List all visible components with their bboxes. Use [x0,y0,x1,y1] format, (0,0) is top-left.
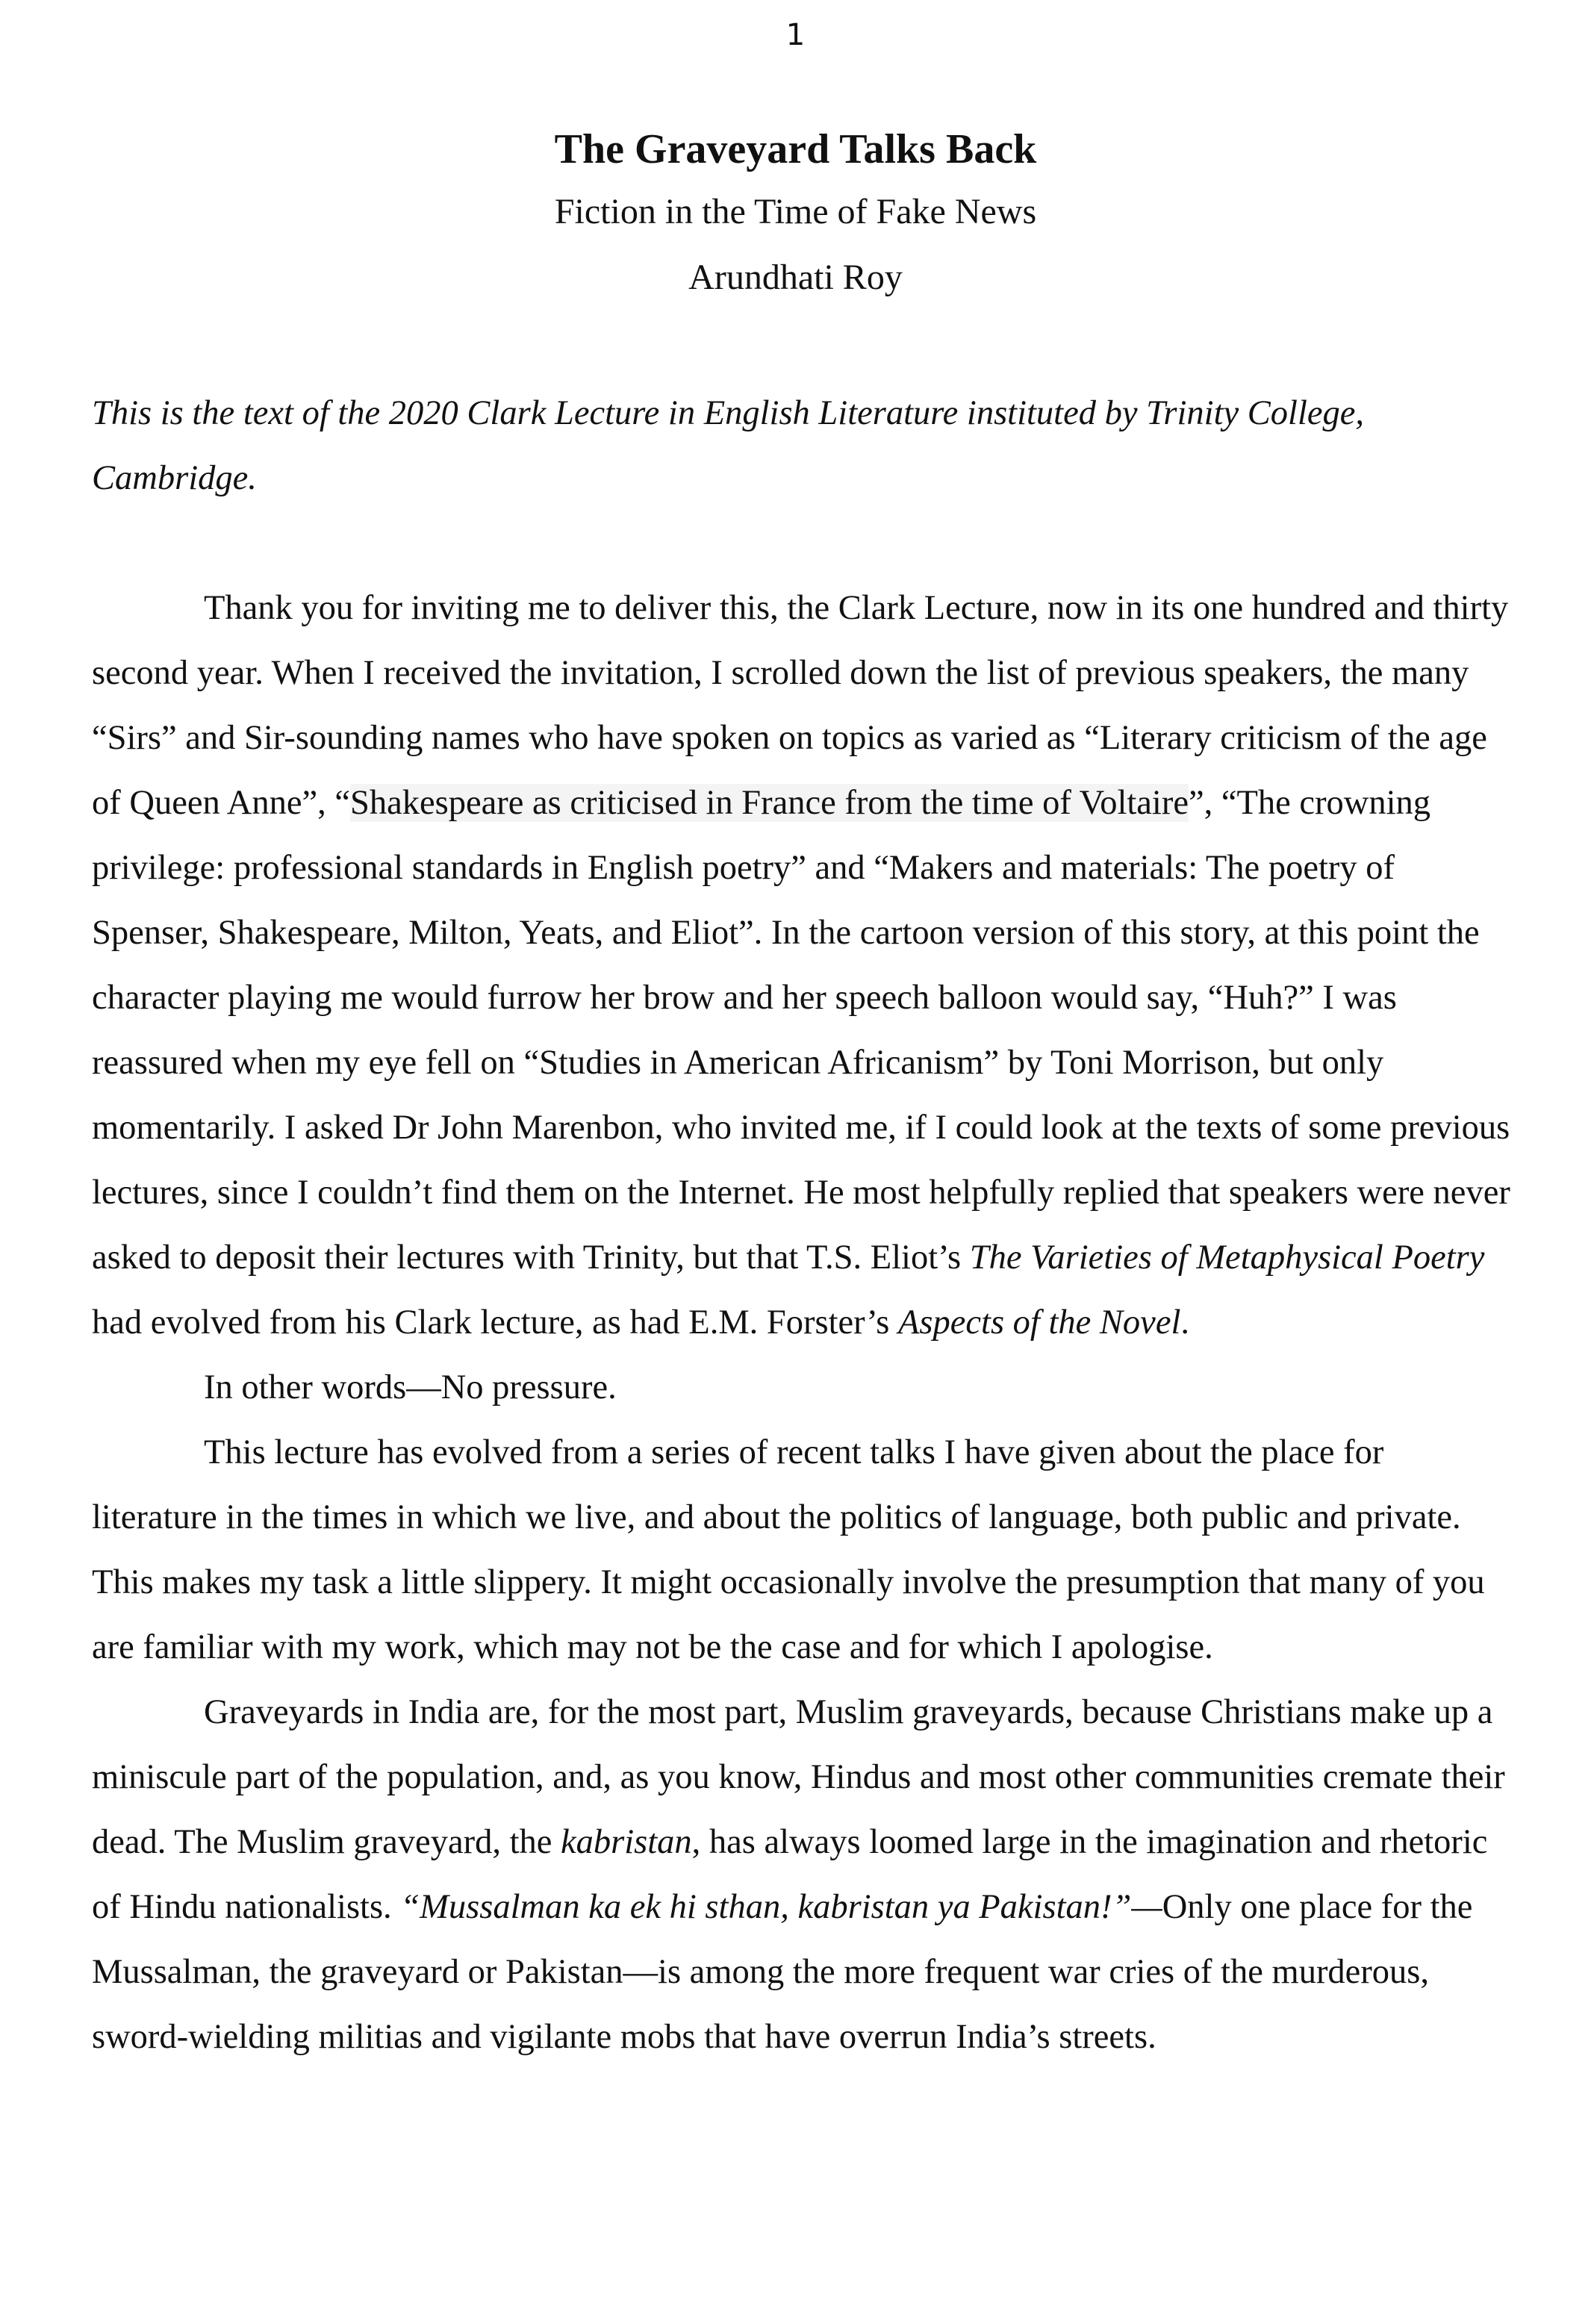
paragraph-1-text-c: had evolved from his Clark lecture, as had E.M. Forster’s [92,1303,899,1342]
paragraph-2: In other words—No pressure. [204,1368,617,1406]
paragraph-1 [92,576,1510,1355]
quoted-war-cry: “Mussalman ka ek hi sthan, kabristan ya Pakistan!”— [400,1888,1162,1926]
paragraph-1-text-a: Thank you for inviting me to deliver this, the Clark Lecture, now in its one hundred and thirty second year. When I received the invitation, I scrolled down the list of previous speakers, the many “Sirs” and Sir-sounding names who have spoken on topics as varied as “Literary criticism of the age of Queen Anne”, “ [92,589,1509,822]
document-body [92,381,1510,2069]
page-number: 1 [785,18,806,52]
document-subtitle: Fiction in the Time of Fake News [554,192,1037,231]
paragraph-4-text-c: Only one place for the Mussalman, the graveyard or Pakistan—is among the more frequent war cries of the murderous, sword-wielding militias and vigilante mobs that have overrun India’s streets. [92,1888,1473,2056]
document-title: The Graveyard Talks Back [554,126,1037,172]
paragraph-1-text-b: ”, “The crowning privilege: professional standards in English poetry” and “Makers and materials: The poetry of Spenser, Shakespeare, Milton, Yeats, and Eliot”. In the cartoon version of this story, at this point the character playing me would furrow her brow and her speech balloon would say, “Huh?” I was reassured when my eye fell on “Studies in American Africanism” by Toni Morrison, but only momentarily. I asked Dr John Marenbon, who invited me, if I could look at the texts of some previous lectures, since I couldn’t find them on the Internet. He most helpfully replied that speakers were never asked to deposit their lectures with Trinity, but that T.S. Eliot’s [92,784,1510,1277]
book-title-aspects: Aspects of the Novel [898,1303,1181,1342]
intro-note: This is the text of the 2020 Clark Lecture in English Literature instituted by Trinity College, Cambridge. [92,394,1365,497]
paragraph-1-text-d: . [1180,1303,1189,1342]
book-title-varieties: The Varieties of Metaphysical Poetry [969,1239,1485,1277]
term-kabristan: kabristan [561,1823,692,1861]
paragraph-4 [92,1680,1510,2069]
paragraph-4-text-a: Graveyards in India are, for the most part, Muslim graveyards, because Christians make up a miniscule part of the population, and, as you know, Hindus and most other communities cremate their dead. The Muslim graveyard, the [92,1693,1505,1861]
paragraph-3: This lecture has evolved from a series of recent talks I have given about the place for literature in the times in which we live, and about the politics of language, both public and private. This makes my task a little slippery. It might occasionally involve the presumption that many of you are familiar with my work, which may not be the case and for which I apologise. [92,1433,1485,1666]
document-author: Arundhati Roy [688,258,903,297]
paragraph-4-text-b: , has always loomed large in the imagination and rhetoric of Hindu nationalists. [92,1823,1488,1926]
highlighted-quote: Shakespeare as criticised in France from the time of Voltaire [350,784,1189,822]
document-header [0,119,1591,311]
